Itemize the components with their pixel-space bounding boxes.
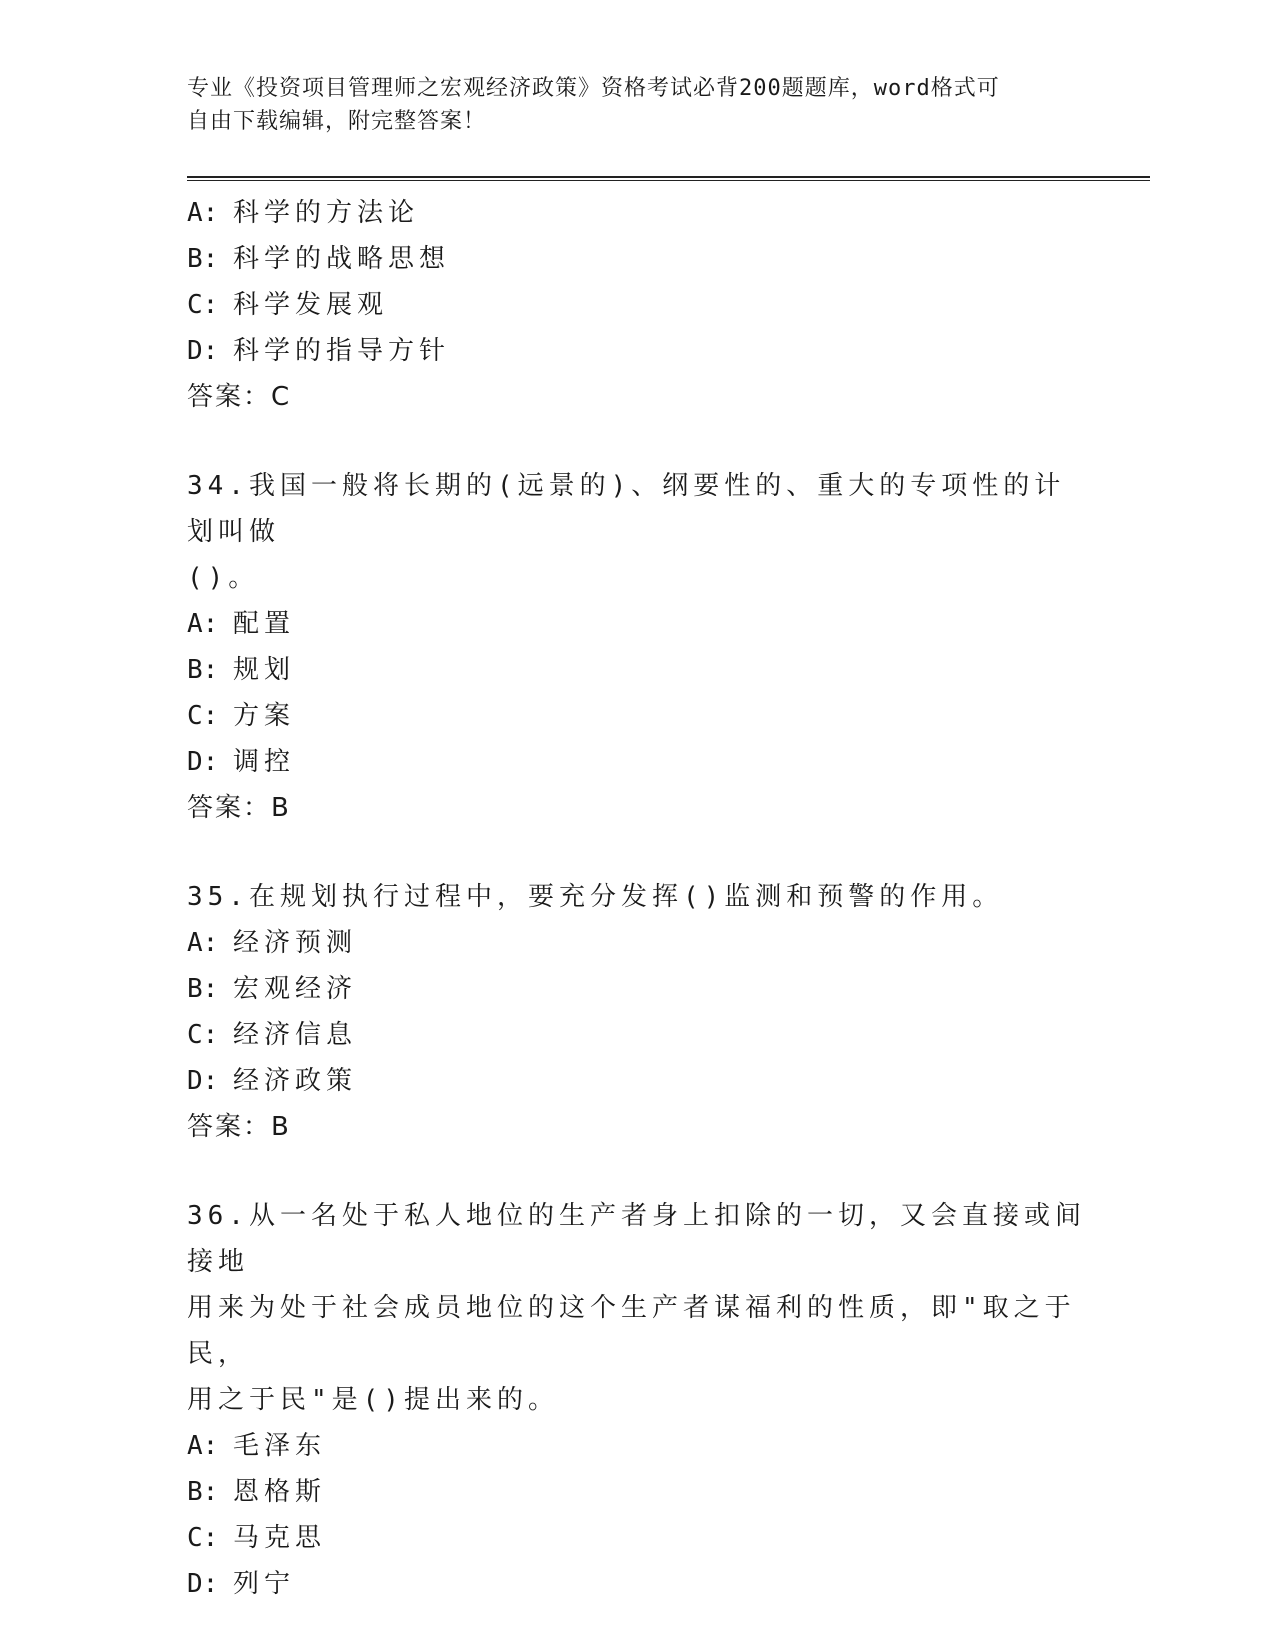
option-label: A: (187, 198, 219, 228)
option-label: A: (187, 1431, 219, 1461)
option-d (187, 1561, 1087, 1607)
option-label: C: (187, 701, 219, 731)
option-label: C: (187, 290, 219, 320)
option-a (187, 920, 1087, 966)
option-d (187, 739, 1087, 785)
spacer (187, 420, 1087, 463)
answer-line: 答案：B (187, 793, 291, 823)
answer-line: 答案：C (187, 382, 292, 412)
option-a (187, 601, 1087, 647)
question-text-line: 35.在规划执行过程中，要充分发挥()监测和预警的作用。 (187, 882, 1004, 912)
option-c (187, 1012, 1087, 1058)
option-label: B: (187, 655, 219, 685)
question-list (187, 190, 1087, 1607)
option-d (187, 328, 1087, 374)
option-label: D: (187, 1569, 219, 1599)
option-b (187, 647, 1087, 693)
page-header (187, 72, 1067, 138)
option-text: 经济信息 (233, 1020, 358, 1050)
option-text: 毛泽东 (233, 1431, 327, 1461)
option-c (187, 1515, 1087, 1561)
question-33 (187, 190, 1087, 420)
option-label: D: (187, 1066, 219, 1096)
question-34 (187, 463, 1087, 831)
option-b (187, 236, 1087, 282)
option-label: C: (187, 1523, 219, 1553)
option-text: 科学的战略思想 (233, 244, 451, 274)
option-text: 经济预测 (233, 928, 358, 958)
option-label: B: (187, 1477, 219, 1507)
option-label: B: (187, 244, 219, 274)
question-36 (187, 1193, 1087, 1607)
option-text: 科学的指导方针 (233, 336, 451, 366)
option-label: B: (187, 974, 219, 1004)
header-line-1: 专业《投资项目管理师之宏观经济政策》资格考试必背200题题库，word格式可 (187, 76, 1000, 101)
question-text-line: 34.我国一般将长期的(远景的)、纲要性的、重大的专项性的计划叫做 (187, 471, 1066, 547)
option-a (187, 190, 1087, 236)
option-text: 配置 (233, 609, 296, 639)
option-b (187, 966, 1087, 1012)
option-text: 宏观经济 (233, 974, 358, 1004)
option-label: D: (187, 747, 219, 777)
question-text-line: 用来为处于社会成员地位的这个生产者谋福利的性质，即"取之于民， (187, 1293, 1076, 1369)
option-text: 调控 (233, 747, 296, 777)
option-text: 经济政策 (233, 1066, 358, 1096)
answer-line: 答案：B (187, 1112, 291, 1142)
option-label: A: (187, 928, 219, 958)
option-text: 规划 (233, 655, 296, 685)
option-a (187, 1423, 1087, 1469)
option-b (187, 1469, 1087, 1515)
header-line-2: 自由下载编辑，附完整答案！ (187, 109, 487, 134)
option-c (187, 693, 1087, 739)
option-text: 恩格斯 (233, 1477, 327, 1507)
question-text-line: 用之于民"是()提出来的。 (187, 1385, 559, 1415)
question-text-line: 36.从一名处于私人地位的生产者身上扣除的一切，又会直接或间接地 (187, 1201, 1086, 1277)
option-d (187, 1058, 1087, 1104)
spacer (187, 831, 1087, 874)
option-text: 列宁 (233, 1569, 296, 1599)
option-text: 马克思 (233, 1523, 327, 1553)
question-text-line: ()。 (187, 563, 260, 593)
option-label: D: (187, 336, 219, 366)
header-divider (187, 176, 1150, 181)
spacer (187, 1150, 1087, 1193)
option-text: 方案 (233, 701, 296, 731)
option-label: C: (187, 1020, 219, 1050)
option-text: 科学的方法论 (233, 198, 420, 228)
option-c (187, 282, 1087, 328)
option-label: A: (187, 609, 219, 639)
question-35 (187, 874, 1087, 1150)
option-text: 科学发展观 (233, 290, 389, 320)
